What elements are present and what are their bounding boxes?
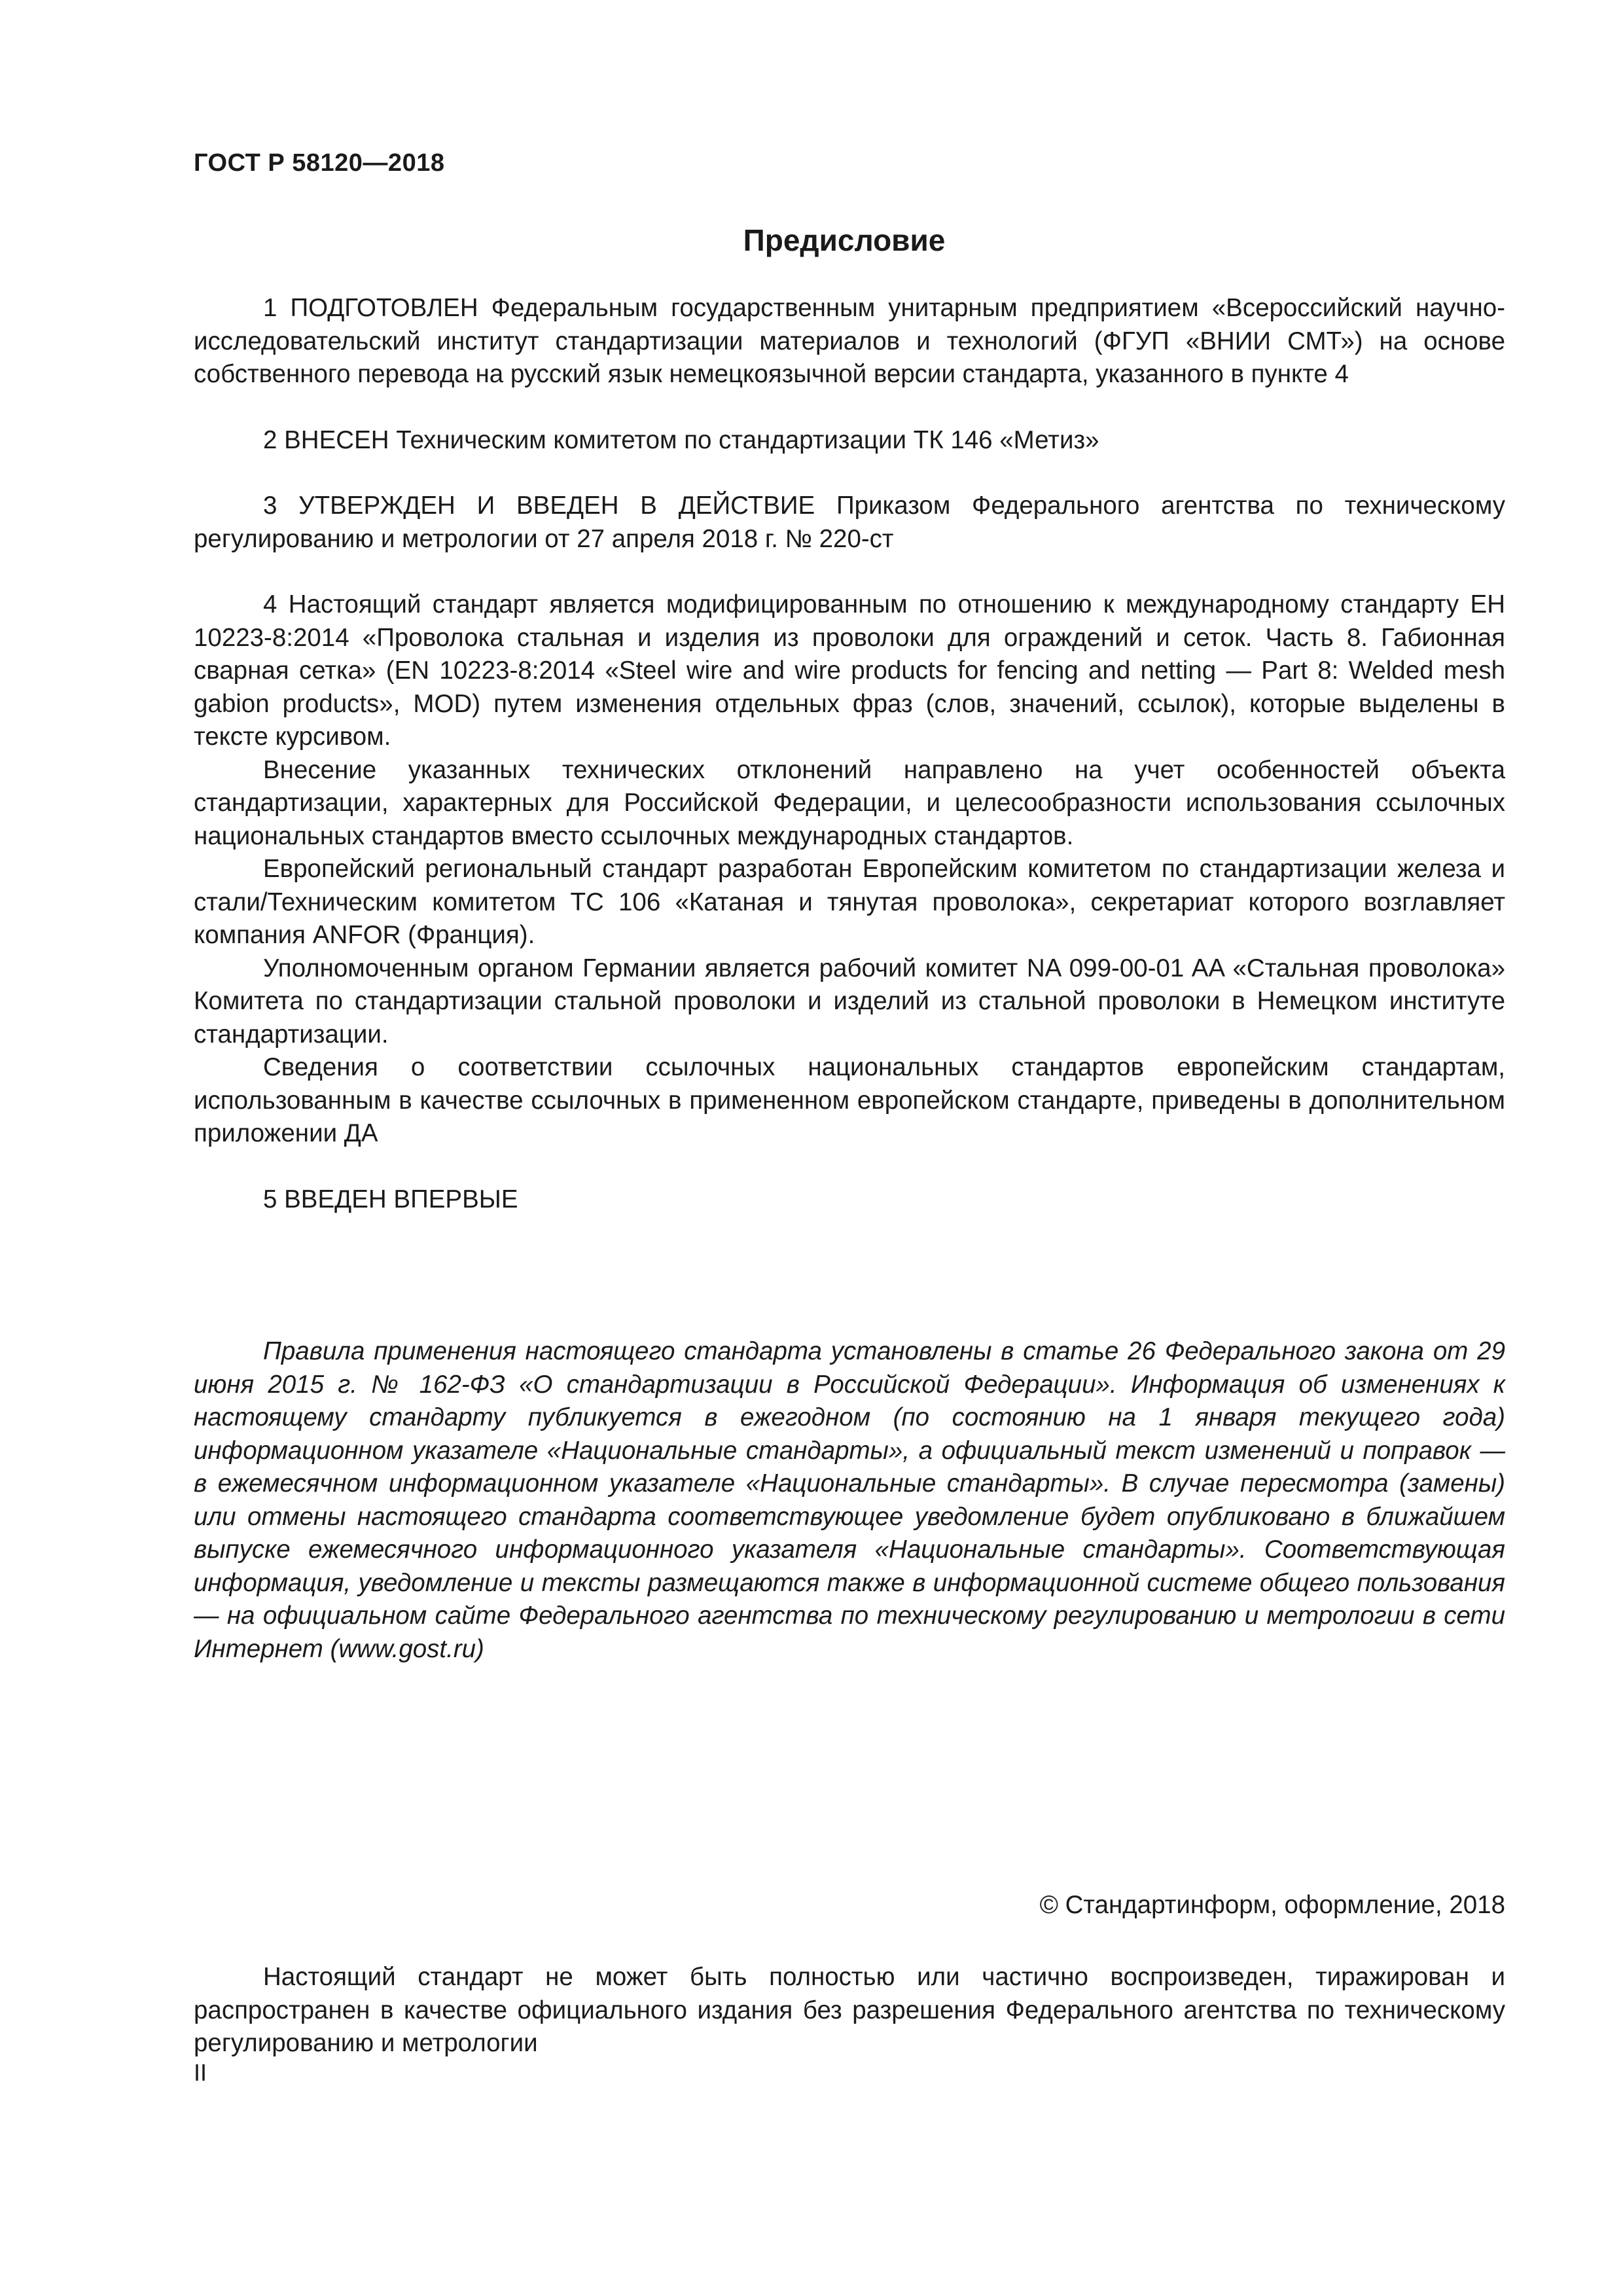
copyright-line: © Стандартинформ, оформление, 2018: [1039, 1891, 1505, 1919]
reproduction-restriction: Настоящий стандарт не может быть полностью или частично воспроизведен, тиражирован и распространен в качестве официального издания без разрешения Федерального агентства по техническому регулированию и метрологии: [194, 1963, 1505, 2057]
page-title: Предисловие: [743, 223, 946, 257]
item-4-european-standard: Европейский региональный стандарт разработан Европейским комитетом по стандартизации железа и стали/Техническим комитетом ТС 106 «Катаная и тянутая проволока», секретариат которого возглавляет компания ANFOR (Франция).: [194, 855, 1505, 949]
item-3-approved: 3 УТВЕРЖДЕН И ВВЕДЕН В ДЕЙСТВИЕ Приказом Федерального агентства по техническому регулированию и метрологии от 27 апреля 2018 г. № 220-ст: [194, 492, 1505, 553]
item-4-modification: 4 Настоящий стандарт является модифицированным по отношению к международному стандарту ЕН 10223-8:2014 «Проволока стальная и изделия из проволоки для ограждений и сеток. Часть 8. Габионная сварная сетка» (EN 10223-8:2014 «Steel wire and wire products for fencing and netting — Part 8: Welded mesh gabion products», MOD) путем изменения отдельных фраз (слов, значений, ссылок), которые выделены в тексте курсивом.: [194, 590, 1505, 751]
item-2-introduced: 2 ВНЕСЕН Техническим комитетом по стандартизации ТК 146 «Метиз»: [263, 425, 1099, 454]
item-4-german-body: Уполномоченным органом Германии является рабочий комитет NA 099-00-01 AA «Стальная проволока» Комитета по стандартизации стальной проволоки и изделий из стальной проволоки в Немецком институте стандартизации.: [194, 954, 1505, 1049]
application-rules-notice: Правила применения настоящего стандарта установлены в статье 26 Федерального закона от 29 июня 2015 г. № 162-ФЗ «О стандартизации в Российской Федерации». Информация об изменениях к настоящему стандарту публикуется в ежегодном (по состоянию на 1 января текущего года) информационном указателе «Национальные стандарты», а официальный текст изменений и поправок — в ежемесячном информационном указателе «Национальные стандарты». В случае пересмотра (замены) или отмены настоящего стандарта соответствующее уведомление будет опубликовано в ближайшем выпуске ежемесячного информационного указателя «Национальные стандарты». Соответствующая информация, уведомление и тексты размещаются также в информационной системе общего пользования — на официальном сайте Федерального агентства по техническому регулированию и метрологии в сети Интернет (www.gost.ru): [194, 1337, 1505, 1663]
item-4-references: Сведения о соответствии ссылочных национальных стандартов европейским стандартам, использованным в качестве ссылочных в примененном европейском стандарте, приведены в дополнительном приложении ДА: [194, 1053, 1505, 1147]
item-4-deviations: Внесение указанных технических отклонений направлено на учет особенностей объекта стандартизации, характерных для Российской Федерации, и целесообразности использования ссылочных национальных стандартов вместо ссылочных международных стандартов.: [194, 755, 1505, 850]
item-5-first-introduced: 5 ВВЕДЕН ВПЕРВЫЕ: [263, 1185, 518, 1213]
page-number: II: [194, 2059, 207, 2086]
foreword-body: [194, 292, 1505, 1216]
standard-code: ГОСТ Р 58120—2018: [194, 149, 445, 177]
item-1-prepared: 1 ПОДГОТОВЛЕН Федеральным государственным унитарным предприятием «Всероссийский научно-исследовательский институт стандартизации материалов и технологий (ФГУП «ВНИИ СМТ») на основе собственного перевода на русский язык немецкоязычной версии стандарта, указанного в пункте 4: [194, 294, 1505, 388]
